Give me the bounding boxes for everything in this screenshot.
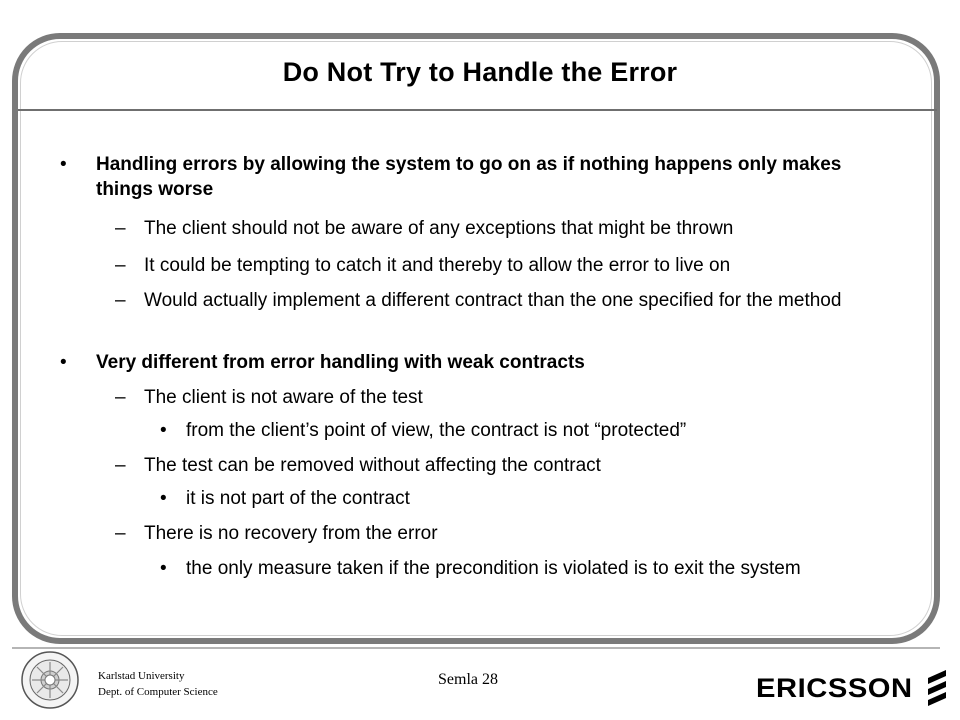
bullet-text: The client is not aware of the test [144, 387, 423, 408]
brand-wordmark: ERICSSON [756, 673, 913, 703]
slide-title: Do Not Try to Handle the Error [282, 57, 678, 87]
bullet-marker: • [160, 488, 167, 509]
department-name: Dept. of Computer Science [98, 686, 218, 698]
bullet-text: The client should not be aware of any exceptions that might be thrown [144, 218, 734, 239]
bullet-text: Very different from error handling with weak contracts [96, 352, 585, 373]
dash-marker: – [115, 255, 126, 276]
bullet-text: There is no recovery from the error [144, 523, 438, 544]
dash-marker: – [115, 523, 126, 544]
bullet-marker: • [160, 558, 167, 579]
university-name: Karlstad University [98, 670, 185, 682]
dash-marker: – [115, 387, 126, 408]
bullet-text: from the client’s point of view, the contract is not “protected” [186, 420, 687, 441]
bullet-text: the only measure taken if the precondition is violated is to exit the system [186, 558, 801, 579]
bullet-text: Handling errors by allowing the system to go on as if nothing happens only makes things worse [96, 154, 842, 200]
slide-frame [12, 33, 940, 644]
bullet-marker: • [60, 352, 67, 373]
ericsson-mark-icon [924, 668, 948, 708]
university-seal-icon [20, 650, 80, 710]
university-info [98, 668, 218, 700]
ericsson-logo [756, 668, 946, 708]
bullet-text: The test can be removed without affecting the contract [144, 455, 601, 476]
slide-frame-inner [20, 41, 932, 636]
bullet-text: Would actually implement a different contract than the one specified for the method [144, 290, 842, 311]
bullet-marker: • [60, 154, 67, 175]
bullet-marker: • [160, 420, 167, 441]
page-label: Semla 28 [438, 671, 498, 688]
dash-marker: – [115, 455, 126, 476]
dash-marker: – [115, 218, 126, 239]
bullet-text: It could be tempting to catch it and thereby to allow the error to live on [144, 255, 731, 276]
footer-divider [12, 647, 940, 649]
bullet-text: it is not part of the contract [186, 488, 410, 509]
title-divider [18, 109, 937, 111]
dash-marker: – [115, 290, 126, 311]
